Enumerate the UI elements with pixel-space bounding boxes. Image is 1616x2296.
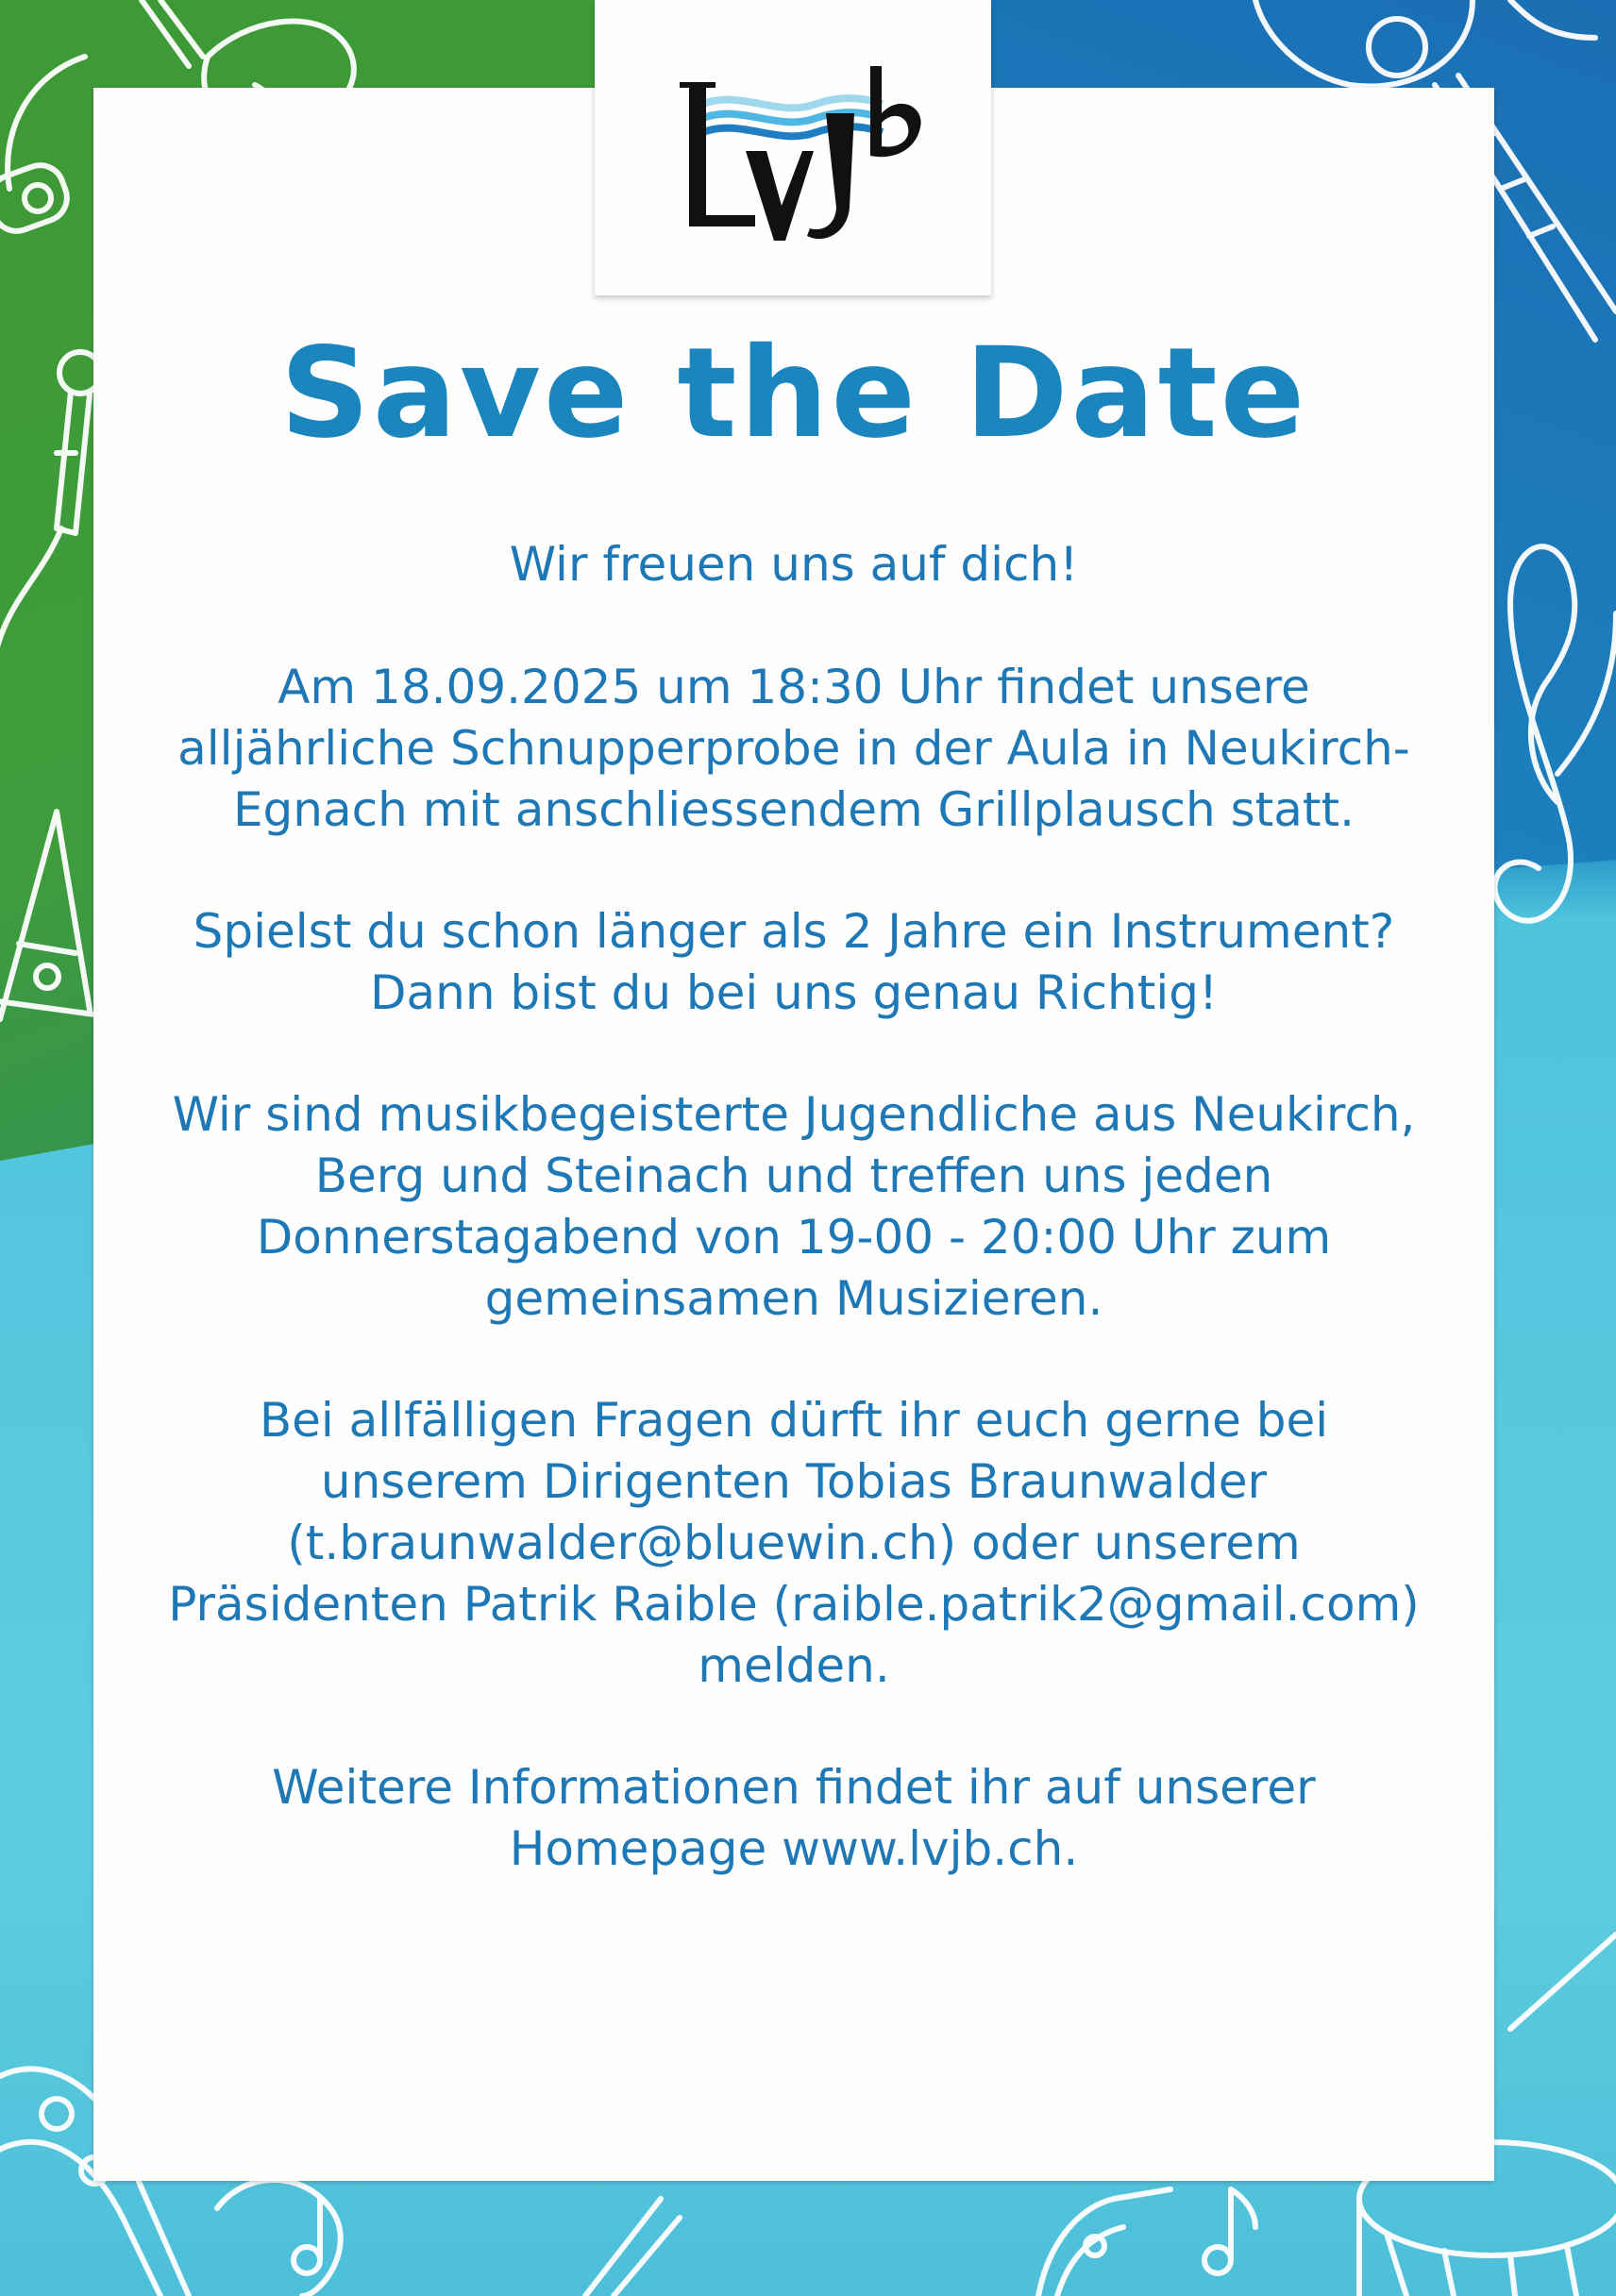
microphone-icon [0, 352, 101, 679]
question-line-1: Spielst du schon länger als 2 Jahre ein Instrument? [193, 904, 1395, 959]
trumpet-icon [585, 2189, 1170, 2296]
headphones-icon [0, 57, 85, 238]
flyer-body [151, 534, 1437, 1940]
treble-clef-icon [1495, 546, 1616, 921]
waves-logo-icon [651, 66, 934, 255]
about-paragraph: Wir sind musikbegeisterte Jugendliche aus Neukirch, Berg und Steinach und treffen uns jeden Donnerstagabend von 19-00 - 20:00 Uhr zum gemeinsamen Musizieren. [172, 1087, 1416, 1326]
contact-paragraph: Bei allfälligen Fragen dürft ihr euch gerne bei unserem Dirigenten Tobias Braunwalder (t.braunwalder@bluewin.ch) oder unserem Präsidenten Patrik Raible (raible.patrik2@gmail.com) melden. [168, 1393, 1420, 1693]
event-paragraph: Am 18.09.2025 um 18:30 Uhr findet unsere alljährliche Schnupperprobe in der Aula in Neukirch-Egnach mit anschliessendem Grillplausch statt. [177, 660, 1410, 837]
page-title: Save the Date [279, 321, 1308, 466]
more-info-paragraph: Weitere Informationen findet ihr auf unserer Homepage www.lvjb.ch. [272, 1760, 1316, 1876]
metronome-icon [0, 812, 94, 1019]
question-line-2: Dann bist du bei uns genau Richtig! [369, 965, 1219, 1020]
greeting: Wir freuen uns auf dich! [509, 537, 1079, 592]
logo [595, 0, 991, 295]
